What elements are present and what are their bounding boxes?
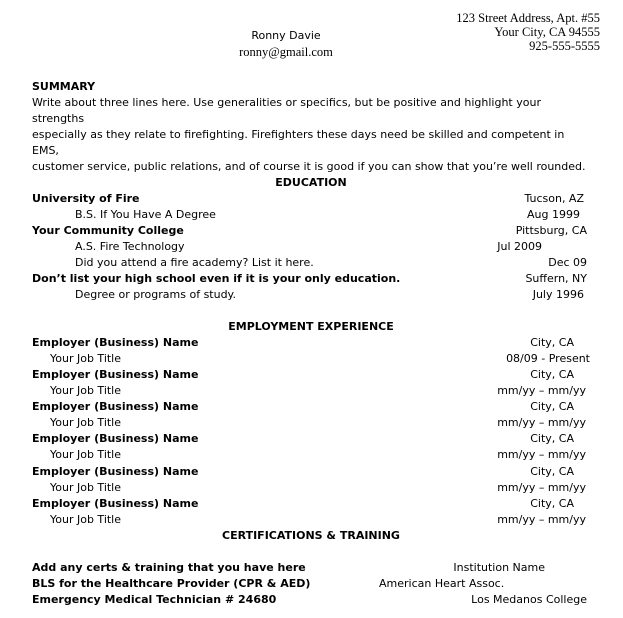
education-degree: Degree or programs of study. bbox=[75, 288, 236, 301]
employer-location: City, CA bbox=[530, 368, 574, 381]
job-title: Your Job Title bbox=[50, 416, 122, 429]
job-dates: mm/yy – mm/yy bbox=[497, 416, 586, 429]
summary-heading: SUMMARY bbox=[32, 80, 96, 93]
summary-text bbox=[32, 95, 592, 175]
summary-line-1: Write about three lines here. Use generalities or specifics, but be positive and highlight your strengths bbox=[32, 96, 541, 125]
summary-line-2: especially as they relate to firefighting. Firefighters these days need be skilled and competent in EMS, bbox=[32, 128, 565, 157]
certification-name: Add any certs & training that you have here bbox=[32, 561, 306, 574]
education-academy-note: Did you attend a fire academy? List it here. bbox=[75, 256, 314, 269]
certifications-heading: CERTIFICATIONS & TRAINING bbox=[222, 529, 400, 542]
job-dates: 08/09 - Present bbox=[506, 352, 590, 365]
education-school: University of Fire bbox=[32, 192, 140, 205]
job-title: Your Job Title bbox=[50, 384, 122, 397]
certification-name: Emergency Medical Technician # 24680 bbox=[32, 593, 277, 606]
employer-name: Employer (Business) Name bbox=[32, 497, 199, 510]
certification-institution: Los Medanos College bbox=[471, 593, 587, 606]
candidate-name: Ronny Davie bbox=[251, 29, 321, 42]
job-title: Your Job Title bbox=[50, 481, 122, 494]
phone-number: 925-555-5555 bbox=[529, 39, 600, 53]
employer-name: Employer (Business) Name bbox=[32, 465, 199, 478]
employer-location: City, CA bbox=[530, 400, 574, 413]
address-line-2: Your City, CA 94555 bbox=[494, 25, 600, 39]
education-date: Aug 1999 bbox=[527, 208, 580, 221]
employer-name: Employer (Business) Name bbox=[32, 368, 199, 381]
address-line-1: 123 Street Address, Apt. #55 bbox=[456, 11, 600, 25]
employer-name: Employer (Business) Name bbox=[32, 432, 199, 445]
employer-location: City, CA bbox=[530, 432, 574, 445]
employer-name: Employer (Business) Name bbox=[32, 400, 199, 413]
job-title: Your Job Title bbox=[50, 513, 122, 526]
certification-name: BLS for the Healthcare Provider (CPR & AED) bbox=[32, 577, 311, 590]
employer-location: City, CA bbox=[530, 336, 574, 349]
employer-location: City, CA bbox=[530, 497, 574, 510]
education-location: Tucson, AZ bbox=[524, 192, 584, 205]
summary-line-3: customer service, public relations, and of course it is good if you can show that you’re well rounded. bbox=[32, 160, 586, 173]
education-date: Dec 09 bbox=[548, 256, 587, 269]
education-location: Suffern, NY bbox=[525, 272, 587, 285]
candidate-email: ronny@gmail.com bbox=[239, 45, 333, 59]
employment-heading: EMPLOYMENT EXPERIENCE bbox=[228, 320, 394, 333]
education-degree: A.S. Fire Technology bbox=[75, 240, 185, 253]
job-dates: mm/yy – mm/yy bbox=[497, 513, 586, 526]
job-title: Your Job Title bbox=[50, 448, 122, 461]
employer-name: Employer (Business) Name bbox=[32, 336, 199, 349]
education-degree: B.S. If You Have A Degree bbox=[75, 208, 216, 221]
education-date: Jul 2009 bbox=[497, 240, 542, 253]
job-dates: mm/yy – mm/yy bbox=[497, 448, 586, 461]
education-heading: EDUCATION bbox=[275, 176, 347, 189]
job-title: Your Job Title bbox=[50, 352, 122, 365]
employer-location: City, CA bbox=[530, 465, 574, 478]
job-dates: mm/yy – mm/yy bbox=[497, 384, 586, 397]
job-dates: mm/yy – mm/yy bbox=[497, 481, 586, 494]
certification-institution: Institution Name bbox=[453, 561, 545, 574]
certification-institution: American Heart Assoc. bbox=[379, 577, 505, 590]
education-location: Pittsburg, CA bbox=[515, 224, 587, 237]
education-school: Your Community College bbox=[32, 224, 184, 237]
education-school: Don’t list your high school even if it is your only education. bbox=[32, 272, 401, 285]
education-date: July 1996 bbox=[532, 288, 584, 301]
